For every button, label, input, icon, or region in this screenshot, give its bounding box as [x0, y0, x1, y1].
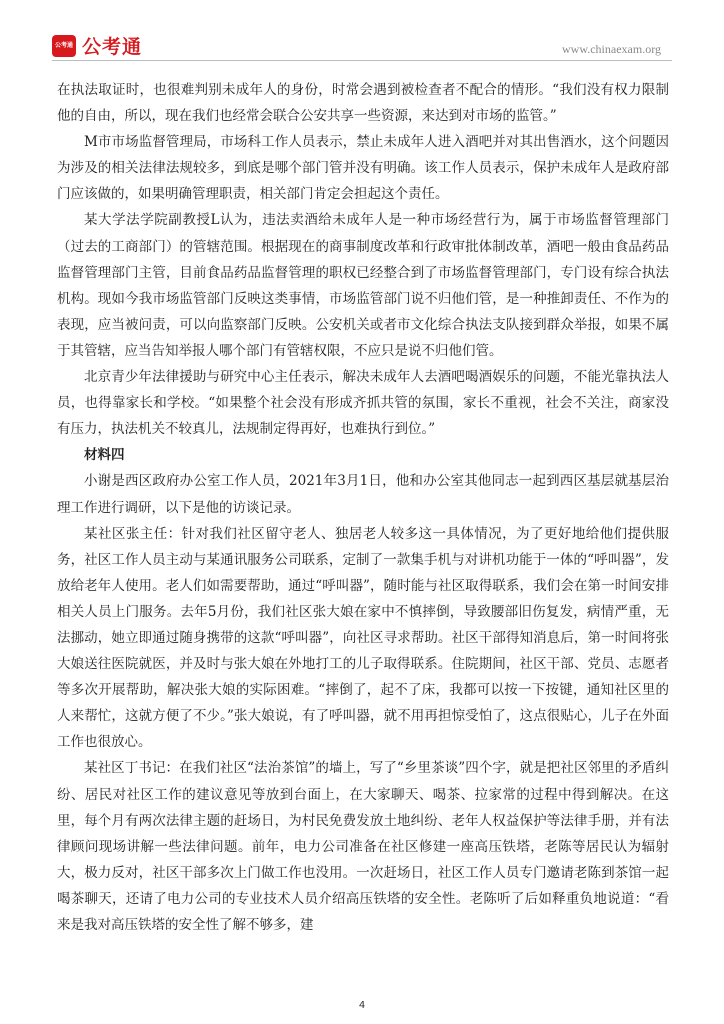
paragraph: 某大学法学院副教授L认为，违法卖酒给未成年人是一种市场经营行为，属于市场监督管理部门（过去的工商部门）的管辖范围。根据现在的商事制度改革和行政审批体制改革，酒吧一般由食品药品监督管理部门主管，目前食品药品监督管理的职权已经整合到了市场监督管理部门，专门设有综合执法机构。现如今我市场监管部门反映这类事情，市场监管部门说不归他们管，是一种推卸责任、不作为的表现，应当被问责，可以向监察部门反映。公安机关或者市文化综合执法支队接到群众举报，如果不属于其管辖，应当告知举报人哪个部门有管辖权限，不应只是说不归他们管。 [57, 212, 669, 359]
paragraph: 某社区丁书记：在我们社区“法治茶馆”的墙上，写了“乡里茶谈”四个字，就是把社区邻里的矛盾纠纷、居民对社区工作的建议意见等放到台面上，在大家聊天、喝茶、拉家常的过程中得到解决。在这里，每个月有两次法律主题的赶场日，为村民免费发放土地纠纷、老年人权益保护等法律手册，并有法律顾问现场讲解一些法律问题。前年，电力公司准备在社区修建一座高压铁塔，老陈等居民认为辐射大，极力反对，社区干部多次上门做工作也没用。一次赶场日，社区工作人员专门邀请老陈到茶馆一起喝茶聊天，还请了电力公司的专业技术人员介绍高压铁塔的安全性。老陈听了后如释重负地说道：“看来是我对高压铁塔的安全性了解不够多，建 [57, 760, 669, 933]
paragraph: M市市场监督管理局，市场科工作人员表示，禁止未成年人进入酒吧并对其出售酒水，这个问题因为涉及的相关法律法规较多，到底是哪个部门管并没有明确。该工作人员表示，保护未成年人是政府部门应该做的，如果明确管理职责，相关部门肯定会担起这个责任。 [57, 134, 669, 203]
logo-badge-icon: 公考通 [52, 35, 76, 57]
page-header [0, 0, 724, 62]
site-url[interactable]: www.chinaexam.org [562, 42, 661, 56]
paragraph: 北京青少年法律援助与研究中心主任表示，解决未成年人去酒吧喝酒娱乐的问题，不能光靠执法人员，也得靠家长和学校。“如果整个社会没有形成齐抓共管的氛围，家长不重视，社会不关注，商家没有压力，执法机关不较真儿，法规制定得再好，也难执行到位。” [57, 369, 669, 438]
header-divider [52, 60, 672, 61]
paragraph: 某社区张主任：针对我们社区留守老人、独居老人较多这一具体情况，为了更好地给他们提供服务，社区工作人员主动与某通讯服务公司联系，定制了一款集手机与对讲机功能于一体的“呼叫器”，发放给老年人使用。老人们如需要帮助，通过“呼叫器”，随时能与社区取得联系，我们会在第一时间安排相关人员上门服务。去年5月份，我们社区张大娘在家中不慎摔倒，导致腰部旧伤复发，病情严重，无法挪动，她立即通过随身携带的这款“呼叫器”，向社区寻求帮助。社区干部得知消息后，第一时间将张大娘送往医院就医，并及时与张大娘在外地打工的儿子取得联系。住院期间，社区干部、党员、志愿者等多次开展帮助，解决张大娘的实际困难。“摔倒了，起不了床，我都可以按一下按键，通知社区里的人来帮忙，这就方便了不少。”张大娘说，有了呼叫器，就不用再担惊受怕了，这点很贴心，儿子在外面工作也很放心。 [57, 525, 669, 751]
section-heading: 材料四 [84, 447, 125, 464]
paragraph: 小谢是西区政府办公室工作人员，2021年3月1日，他和办公室其他同志一起到西区基层就基层治理工作进行调研，以下是他的访谈记录。 [57, 473, 669, 516]
document-body [57, 77, 669, 938]
logo-text: 公考通 [82, 36, 143, 58]
page-number: 4 [358, 1000, 366, 1011]
brand-logo[interactable] [52, 32, 142, 59]
paragraph-continuation: 在执法取证时，也很难判别未成年人的身份，时常会遇到被检查者不配合的情形。“我们没有权力限制他的自由，所以，现在我们也经常会联合公安共享一些资源，来达到对市场的监管。” [57, 82, 669, 125]
